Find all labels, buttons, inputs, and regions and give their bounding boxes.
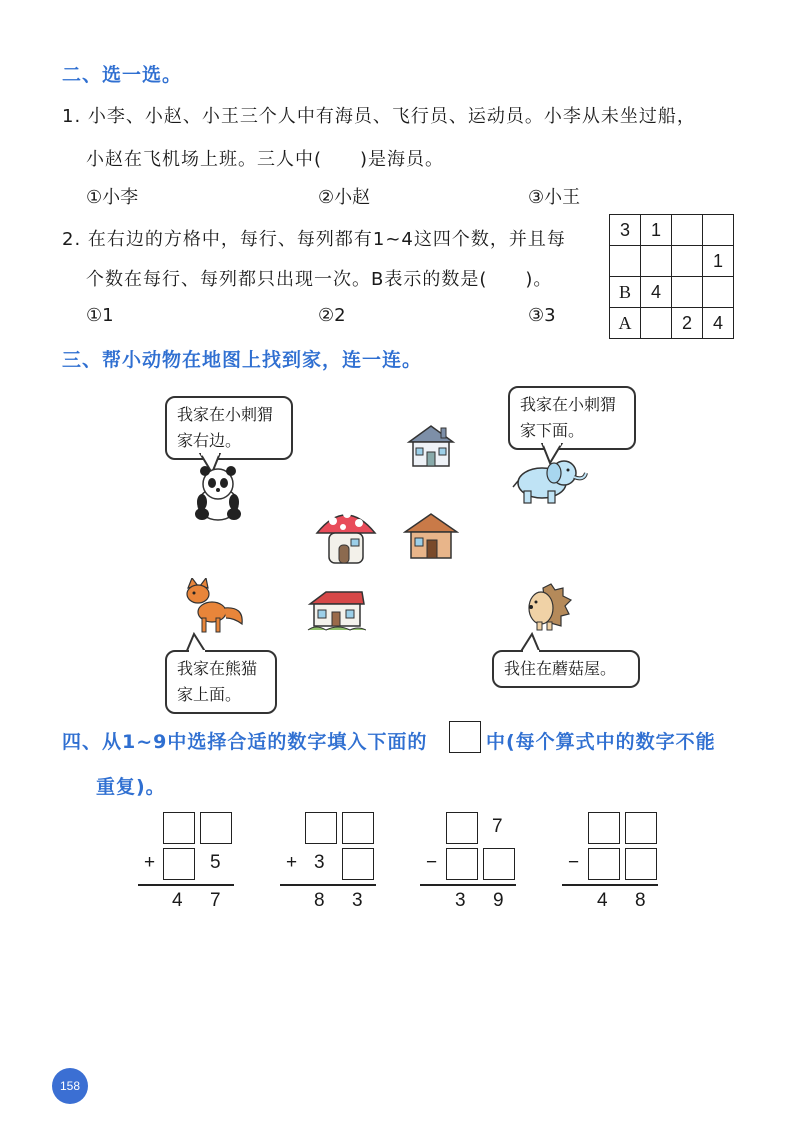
operator-sign: +	[144, 852, 156, 873]
fox-speech-bubble	[165, 650, 277, 714]
fox-bubble-line2: 家上面。	[177, 685, 242, 704]
q2-line2: 个数在每行、每列都只出现一次。B表示的数是( )。	[86, 269, 553, 290]
q2-option-2[interactable]: ②2	[318, 305, 346, 326]
result-tens: 4	[172, 890, 183, 911]
known-digit: 3	[314, 852, 325, 873]
q1-line2: 小赵在飞机场上班。三人中( )是海员。	[86, 149, 445, 170]
panda-speech-bubble	[165, 396, 293, 460]
fox-tail-joint	[189, 650, 205, 653]
grid-cell: B	[610, 277, 641, 308]
known-digit: 5	[210, 852, 221, 873]
operator-sign: −	[568, 852, 580, 873]
result-tens: 4	[597, 890, 608, 911]
grid-cell: 3	[610, 215, 641, 246]
grid-cell: 1	[641, 215, 672, 246]
elephant-bubble-line1: 我家在小刺猬	[520, 395, 617, 414]
blue-house-icon[interactable]	[403, 422, 459, 468]
hedgehog-bubble-text: 我住在蘑菇屋。	[504, 659, 617, 678]
answer-box[interactable]	[163, 848, 195, 880]
hedgehog-tail-joint	[523, 650, 539, 653]
answer-box[interactable]	[483, 848, 515, 880]
q1-option-2[interactable]: ②小赵	[318, 187, 371, 208]
operator-sign: +	[286, 852, 298, 873]
difference-line	[562, 884, 658, 886]
grid-cell: 4	[703, 308, 734, 339]
answer-box[interactable]	[588, 812, 620, 844]
panda-bubble-line1: 我家在小刺猬	[177, 405, 274, 424]
grid-cell: 1	[703, 246, 734, 277]
grid-cell	[703, 215, 734, 246]
result-tens: 3	[455, 890, 466, 911]
section2-title: 二、选一选。	[62, 64, 183, 86]
q1-option-3[interactable]: ③小王	[528, 187, 581, 208]
elephant-bubble-line2: 家下面。	[520, 421, 585, 440]
q1-option-1[interactable]: ①小李	[86, 187, 139, 208]
grid-cell: 2	[672, 308, 703, 339]
grid-cell	[610, 246, 641, 277]
section3-title: 三、帮小动物在地图上找到家，连一连。	[62, 349, 423, 371]
difference-line	[420, 884, 516, 886]
result-ones: 9	[493, 890, 504, 911]
grid-cell	[672, 277, 703, 308]
panda-bubble-line2: 家右边。	[177, 431, 242, 450]
q2-option-3[interactable]: ③3	[528, 305, 556, 326]
sum-line	[138, 884, 234, 886]
fox-bubble-line1: 我家在熊猫	[177, 659, 258, 678]
fox-icon[interactable]	[182, 578, 248, 634]
result-ones: 3	[352, 890, 363, 911]
grid-cell	[672, 215, 703, 246]
grid-cell	[641, 308, 672, 339]
answer-box[interactable]	[446, 848, 478, 880]
mushroom-house-icon[interactable]	[313, 505, 379, 567]
answer-box[interactable]	[588, 848, 620, 880]
red-roof-house-icon[interactable]	[306, 586, 366, 634]
hedgehog-icon[interactable]	[523, 582, 573, 632]
panda-icon[interactable]	[188, 462, 248, 522]
grid-cell	[672, 246, 703, 277]
answer-box[interactable]	[163, 812, 195, 844]
section4-title-line2: 重复)。	[96, 776, 166, 798]
grid-cell	[703, 277, 734, 308]
number-grid	[609, 214, 734, 339]
answer-box[interactable]	[342, 848, 374, 880]
elephant-speech-bubble	[508, 386, 636, 450]
answer-box[interactable]	[342, 812, 374, 844]
answer-box[interactable]	[625, 848, 657, 880]
operator-sign: −	[426, 852, 438, 873]
result-ones: 7	[210, 890, 221, 911]
grid-cell: A	[610, 308, 641, 339]
q2-option-1[interactable]: ①1	[86, 305, 114, 326]
result-tens: 8	[314, 890, 325, 911]
sum-line	[280, 884, 376, 886]
answer-box[interactable]	[200, 812, 232, 844]
page-number-badge: 158	[52, 1068, 88, 1104]
answer-box[interactable]	[305, 812, 337, 844]
grid-cell: 4	[641, 277, 672, 308]
section4-title-line1: 四、从1~9中选择合适的数字填入下面的	[62, 731, 428, 753]
q2-line1: 2. 在右边的方格中，每行、每列都有1~4这四个数，并且每	[62, 229, 566, 250]
hedgehog-speech-bubble	[492, 650, 640, 688]
wooden-house-icon[interactable]	[403, 510, 459, 560]
title-sample-box	[449, 721, 481, 753]
section4-title-line1-end: 中(每个算式中的数字不能	[486, 731, 716, 753]
grid-cell	[641, 246, 672, 277]
q1-line1: 1. 小李、小赵、小王三个人中有海员、飞行员、运动员。小李从未坐过船，	[62, 106, 696, 127]
answer-box[interactable]	[625, 812, 657, 844]
result-ones: 8	[635, 890, 646, 911]
elephant-icon[interactable]	[512, 455, 592, 507]
answer-box[interactable]	[446, 812, 478, 844]
known-digit: 7	[492, 816, 503, 837]
